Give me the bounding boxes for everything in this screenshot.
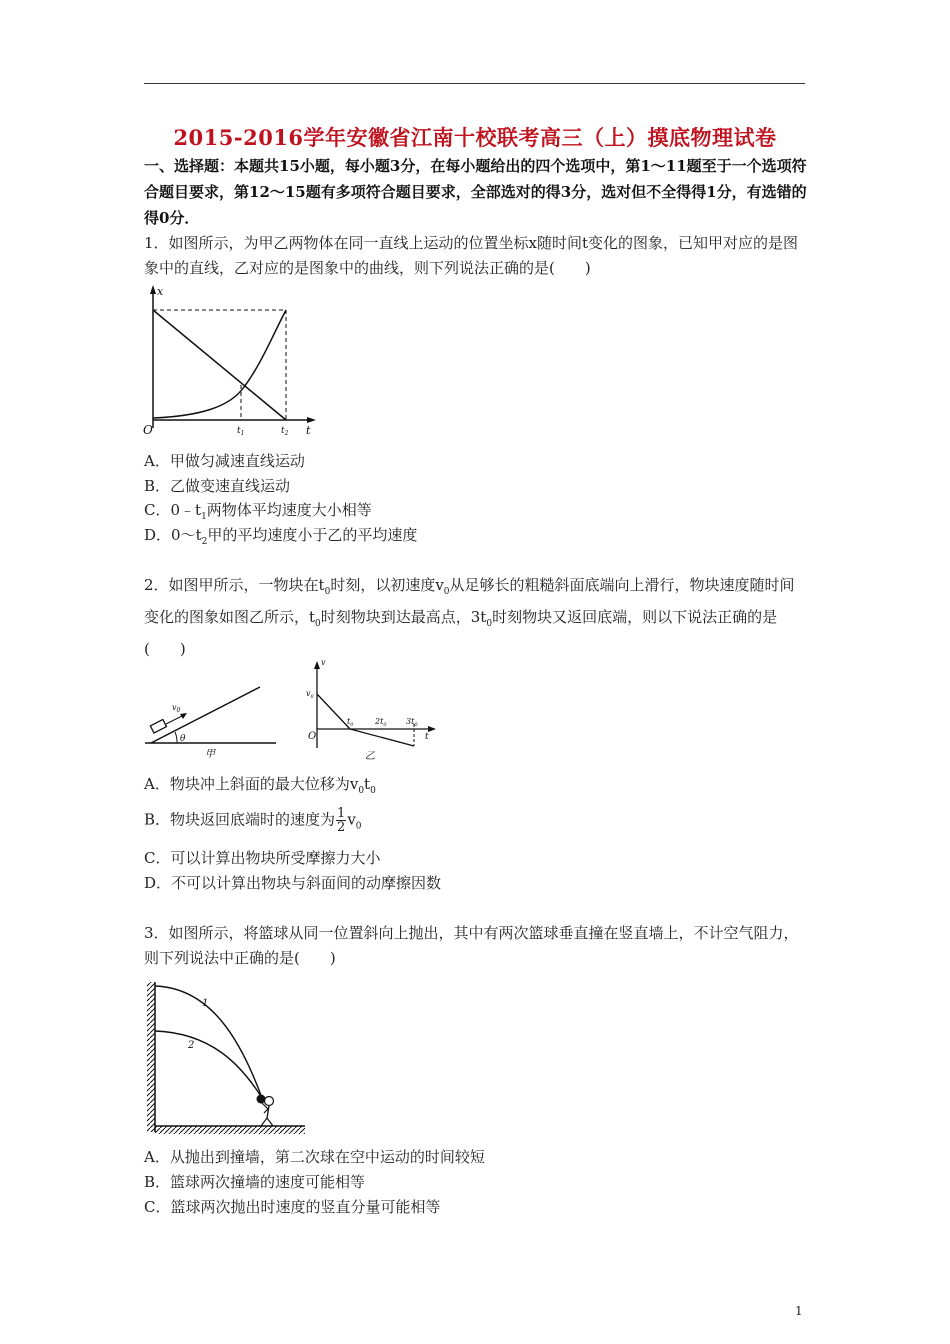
q3-option-c: C．篮球两次抛出时速度的竖直分量可能相等	[144, 1198, 441, 1216]
q3-wall-hatch	[147, 982, 155, 1132]
q1-option-a: A．甲做匀减速直线运动	[144, 452, 305, 470]
q1-option-b: B．乙做变速直线运动	[144, 477, 291, 495]
q1-origin-label: O	[143, 423, 153, 437]
page-number: 1	[795, 1304, 803, 1318]
q2-option-d: D．不可以计算出物块与斜面间的动摩擦因数	[144, 874, 442, 892]
q1-t-label: t	[306, 424, 311, 437]
q1-x-axis-arrow	[150, 285, 156, 294]
q2-caption-jia: 甲	[205, 749, 215, 760]
q2-option-c: C．可以计算出物块所受摩擦力大小	[144, 849, 381, 867]
q3-basketball-figure	[140, 978, 310, 1138]
q2-3t0-label: $3t_0$	[406, 717, 418, 728]
q2-block	[150, 720, 166, 733]
header-rule	[144, 83, 805, 84]
q2-2t0-label: $2t_0$	[375, 717, 387, 728]
q3-label-2: 2	[188, 1040, 195, 1051]
question-1-stem: 1．如图所示，为甲乙两物体在同一直线上运动的位置坐标x随时间t变化的图象，已知甲对应的是图象中的直线，乙对应的是图象中的曲线，则下列说法正确的是( )	[144, 234, 799, 277]
q2-line-up	[317, 694, 350, 729]
q2-v0-label: $v_0$	[172, 703, 181, 714]
q3-label-1: 1	[202, 998, 209, 1009]
q1-t1-label: $t_1$	[237, 426, 245, 437]
q3-person-head	[265, 1097, 274, 1106]
q3-trajectory-1	[155, 986, 262, 1098]
q1-t-axis-arrow	[307, 417, 316, 423]
section-heading: 一、选择题：本题共15小题，每小题3分，在每小题给出的四个选项中，第1～11题至于一个选项符合题目要求，第12～15题有多项符合题目要求，全部选对的得3分，选对但不全得得1分，有选错的得0分．	[144, 157, 807, 227]
q2-option-b-fraction: $\frac{1}{2}$	[337, 806, 346, 835]
q2-incline	[151, 687, 260, 743]
q2-option-a: A．物块冲上斜面的最大位移为$v_0t_0$	[144, 775, 376, 796]
q3-ground-hatch	[155, 1126, 305, 1134]
q3-option-a: A．从抛出到撞墙，第二次球在空中运动的时间较短	[144, 1148, 485, 1166]
q2-velocity-arrow	[166, 715, 184, 724]
exam-title: 2015-2016学年安徽省江南十校联考高三（上）摸底物理试卷	[173, 125, 777, 150]
q2-v-label: v	[321, 658, 326, 667]
q1-xt-graph	[140, 282, 320, 442]
q2-line-down	[350, 729, 414, 746]
q1-option-d: D．$0\sim t_2$甲的平均速度小于乙的平均速度	[144, 526, 418, 547]
q2-option-b: B．物块返回底端时的速度为 $\frac{1}{2}$ $v_0$	[144, 806, 362, 835]
q2-vt-graph-yi	[303, 658, 443, 768]
q2-t-label: t	[425, 732, 429, 742]
q1-t2-label: $t_2$	[281, 426, 289, 437]
q2-theta-label: θ	[180, 734, 186, 744]
q2-origin-label: O	[308, 731, 317, 742]
q2-incline-figure-jia	[143, 680, 283, 760]
question-2-stem: 2．如图甲所示，一物块在$t_0$时刻，以初速度$v_0$从足够长的粗糙斜面底端向上滑行，物块速度随时间变化的图象如图乙所示，$t_0$时刻物块到达最高点，$3t_0$时刻物块又返回底端，则以下说法正确的是( )	[144, 576, 795, 658]
question-3-stem: 3．如图所示，将篮球从同一位置斜向上抛出，其中有两次篮球垂直撞在竖直墙上，不计空气阻力，则下列说法中正确的是( )	[144, 924, 799, 967]
q2-t0-label: $t_0$	[347, 717, 354, 728]
q1-option-c: C．$0﹣t_1$两物体平均速度大小相等	[144, 501, 372, 522]
q3-trajectory-2	[155, 1031, 262, 1098]
q2-caption-yi: 乙	[365, 751, 375, 762]
q3-option-b: B．篮球两次撞墙的速度可能相等	[144, 1173, 366, 1191]
q1-x-label: x	[157, 285, 164, 298]
q2-v0-axis-label: $v_0$	[306, 689, 314, 700]
q1-line-jia	[153, 310, 286, 420]
